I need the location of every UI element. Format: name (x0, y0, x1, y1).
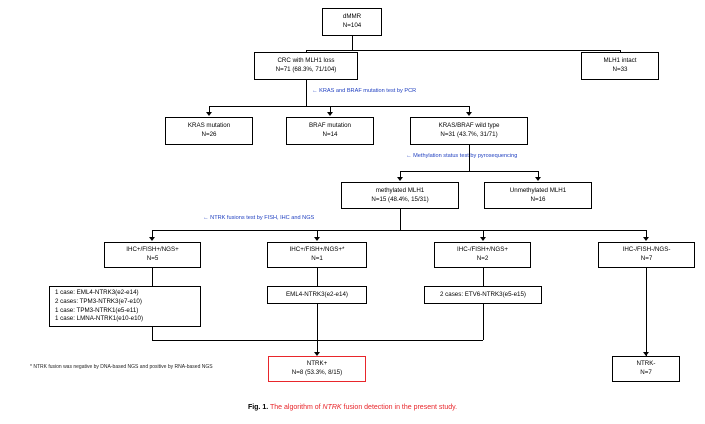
node-line: N=14 (322, 131, 338, 138)
arrow-icon (480, 237, 486, 241)
connector (152, 327, 153, 340)
node-line: 1 case: TPM3-NTRK1(e5-e11) (55, 306, 139, 314)
caption-text-before: The algorithm of (270, 404, 323, 411)
node-line: MLH1 intact (603, 57, 637, 65)
node-line: N=26 (201, 131, 217, 138)
node-line: NTRK- (636, 360, 656, 368)
connector (400, 171, 538, 172)
node-line: methylated MLH1 (375, 186, 425, 194)
caption-label: Fig. 1. (247, 404, 269, 411)
connector (209, 106, 469, 107)
node-dmmr (322, 8, 382, 36)
caption-italic-term: NTRK (322, 404, 342, 411)
node-kras-braf-wild-type (410, 117, 528, 145)
figure-caption (0, 404, 705, 411)
node-line: N=5 (146, 255, 159, 262)
node-line: KRAS/BRAF wild type (438, 122, 500, 130)
arrow-icon (466, 112, 472, 116)
node-line: N=2 (476, 255, 489, 262)
connector (352, 36, 353, 50)
connector (152, 230, 646, 231)
node-line: N=7 (640, 369, 652, 376)
annotation-pyrosequencing: ← Methylation status test by pyrosequencing (406, 153, 518, 159)
node-line: 1 case: LMNA-NTRK1(e10-e10) (55, 315, 144, 323)
node-line: 2 cases: TPM3-NTRK3(e7-e10) (55, 297, 142, 305)
node-group-ihc-neg-fish-neg-ngs-neg (598, 242, 695, 268)
node-methylated-mlh1 (341, 182, 459, 209)
node-line: N=16 (530, 195, 546, 203)
node-line: IHC+/FISH+/NGS+ (126, 246, 179, 254)
node-line: NTRK+ (306, 360, 328, 368)
arrow-icon (327, 112, 333, 116)
node-line: dMMR (342, 13, 362, 21)
connector (306, 50, 620, 51)
node-line: N=104 (342, 22, 362, 29)
arrow-icon (397, 177, 403, 181)
connector (400, 209, 401, 230)
arrow-icon (643, 237, 649, 241)
node-line: N=31 (43.7%, 31/71) (440, 131, 498, 138)
node-line: IHC-/FISH-/NGS- (622, 246, 671, 254)
node-line: BRAF mutation (309, 122, 351, 130)
node-group-ihc-pos-fish-pos-ngs-pos (104, 242, 201, 268)
node-ntrk-positive (268, 356, 366, 382)
caption-text-after: fusion detection in the present study. (341, 404, 458, 411)
node-line: CRC with MLH1 loss (277, 57, 335, 65)
node-line: N=71 (68.3%, 71/104) (275, 66, 337, 73)
node-line: IHC-/FISH+/NGS+ (457, 246, 508, 254)
node-line: N=33 (612, 66, 628, 73)
node-line: 1 case: EML4-NTRK3(e2-e14) (55, 288, 139, 296)
node-group-ihc-pos-fish-pos-ngs-pos-star (267, 242, 367, 268)
annotation-pcr: ← KRAS and BRAF mutation test by PCR (312, 88, 417, 94)
node-line: N=15 (48.4%, 15/31) (371, 195, 429, 203)
node-fusion-list-group3 (424, 286, 542, 304)
arrow-icon (206, 112, 212, 116)
node-group-ihc-neg-fish-pos-ngs-pos (434, 242, 531, 268)
arrow-icon (535, 177, 541, 181)
node-line: EML4-NTRK3(e2-e14) (286, 290, 348, 298)
node-line: IHC+/FISH+/NGS+* (289, 246, 345, 254)
node-line: N=1 (311, 255, 323, 262)
node-line: N=7 (640, 255, 653, 262)
connector (152, 268, 153, 286)
node-crc-mlh1-loss (254, 52, 358, 80)
node-line: 2 cases: ETV6-NTRK3(e5-e15) (440, 290, 526, 298)
node-mlh1-intact (581, 52, 659, 80)
node-fusion-list-group1 (49, 286, 201, 327)
node-line: Unmethylated MLH1 (509, 186, 567, 194)
connector (306, 80, 307, 106)
node-ntrk-negative (612, 356, 680, 382)
arrow-icon (149, 237, 155, 241)
connector (317, 304, 318, 340)
connector (317, 268, 318, 286)
node-braf-mutation (286, 117, 374, 145)
arrow-icon (314, 237, 320, 241)
node-line: KRAS mutation (187, 122, 231, 130)
node-unmethylated-mlh1 (484, 182, 592, 209)
connector (483, 304, 484, 340)
annotation-ntrk-fusions: ← NTRK fusions test by FISH, IHC and NGS (203, 215, 315, 221)
node-kras-mutation (165, 117, 253, 145)
footnote: * NTRK fusion was negative by DNA-based NGS and positive by RNA-based NGS (30, 364, 213, 370)
connector (646, 268, 647, 356)
node-fusion-list-group2 (267, 286, 367, 304)
connector (483, 268, 484, 286)
node-line: N=8 (53.3%, 8/15) (291, 369, 343, 376)
